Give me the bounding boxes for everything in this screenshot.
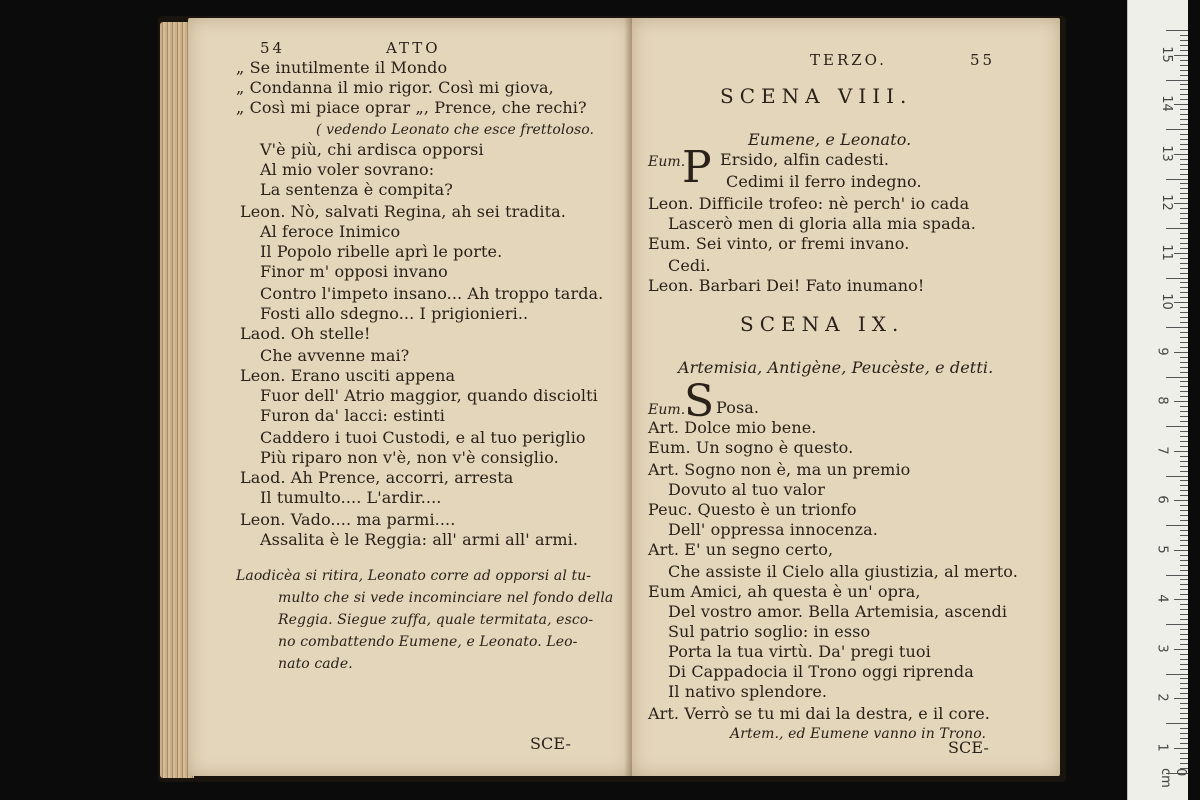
stage-direction: Artem., ed Eumene vanno in Trono. bbox=[730, 726, 987, 742]
measurement-ruler bbox=[1127, 0, 1188, 800]
ruler-tick bbox=[1180, 188, 1188, 189]
ruler-number: 1 bbox=[1154, 743, 1170, 752]
text-line: Furon da' lacci: estinti bbox=[260, 406, 445, 425]
text-line: Leon. Vado.... ma parmi.... bbox=[240, 510, 456, 529]
ruler-tick bbox=[1180, 639, 1188, 640]
stage-direction: multo che si vede incominciare nel fondo della bbox=[278, 590, 614, 606]
ruler-tick bbox=[1180, 183, 1188, 184]
text-line: Art. Dolce mio bene. bbox=[648, 418, 817, 437]
ruler-tick bbox=[1180, 471, 1188, 472]
text-line: Contro l'impeto insano... Ah troppo tarda. bbox=[260, 284, 604, 303]
ruler-tick bbox=[1180, 703, 1188, 704]
ruler-tick bbox=[1166, 278, 1188, 279]
ruler-tick bbox=[1180, 713, 1188, 714]
stage-direction: ( vedendo Leonato che esce frettoloso. bbox=[316, 122, 595, 138]
ruler-tick bbox=[1166, 624, 1188, 625]
text-line: La sentenza è compita? bbox=[260, 180, 453, 199]
ruler-tick bbox=[1174, 104, 1188, 105]
text-line: Eum. Sei vinto, or fremi invano. bbox=[648, 234, 910, 253]
ruler-tick bbox=[1180, 495, 1188, 496]
ruler-tick bbox=[1180, 208, 1188, 209]
text-line: Dovuto al tuo valor bbox=[668, 480, 826, 499]
ruler-tick bbox=[1180, 45, 1188, 46]
ruler-tick bbox=[1166, 723, 1188, 724]
ruler-tick bbox=[1180, 688, 1188, 689]
drop-cap: P bbox=[682, 142, 712, 193]
ruler-number: 8 bbox=[1154, 396, 1170, 405]
ruler-tick bbox=[1166, 80, 1188, 81]
ruler-tick bbox=[1180, 634, 1188, 635]
text-line: Di Cappadocia il Trono oggi riprenda bbox=[668, 662, 974, 681]
text-line: Finor m' opposi invano bbox=[260, 262, 448, 281]
ruler-tick bbox=[1180, 505, 1188, 506]
ruler-tick bbox=[1180, 609, 1188, 610]
text-line: „ Se inutilmente il Mondo bbox=[236, 58, 448, 77]
ruler-tick bbox=[1180, 84, 1188, 85]
ruler-tick bbox=[1180, 629, 1188, 630]
ruler-tick bbox=[1166, 525, 1188, 526]
ruler-tick bbox=[1174, 352, 1188, 353]
stage-direction: Laodicèa si ritira, Leonato corre ad opporsi al tu- bbox=[236, 568, 592, 584]
ruler-tick bbox=[1180, 198, 1188, 199]
ruler-tick bbox=[1180, 728, 1188, 729]
text-line: Cedi. bbox=[668, 256, 711, 275]
text-line: Sul patrio soglio: in esso bbox=[668, 622, 871, 641]
ruler-number: 3 bbox=[1154, 644, 1170, 653]
ruler-number: 7 bbox=[1154, 446, 1170, 455]
ruler-tick bbox=[1180, 337, 1188, 338]
ruler-tick bbox=[1180, 164, 1188, 165]
running-head: ATTO bbox=[386, 39, 441, 57]
ruler-tick bbox=[1180, 263, 1188, 264]
ruler-tick bbox=[1180, 70, 1188, 71]
text-line: Posa. bbox=[716, 398, 760, 417]
text-line: Leon. Nò, salvati Regina, ah sei tradita. bbox=[240, 202, 566, 221]
text-line: Fuor dell' Atrio maggior, quando disciolti bbox=[260, 386, 598, 405]
ruler-tick bbox=[1174, 253, 1188, 254]
ruler-tick bbox=[1180, 238, 1188, 239]
right-page bbox=[632, 18, 1060, 776]
text-line: Art. E' un segno certo, bbox=[648, 540, 834, 559]
ruler-number: 2 bbox=[1154, 693, 1170, 702]
speaker-label: Eum. bbox=[648, 154, 686, 170]
ruler-tick bbox=[1174, 451, 1188, 452]
ruler-tick bbox=[1180, 664, 1188, 665]
text-line: Leon. Barbari Dei! Fato inumano! bbox=[648, 276, 925, 295]
ruler-tick bbox=[1180, 159, 1188, 160]
ruler-tick bbox=[1180, 594, 1188, 595]
text-line: Leon. Erano usciti appena bbox=[240, 366, 456, 385]
ruler-tick bbox=[1180, 406, 1188, 407]
ruler-tick bbox=[1180, 248, 1188, 249]
ruler-tick bbox=[1180, 520, 1188, 521]
text-line: Art. Verrò se tu mi dai la destra, e il core. bbox=[648, 704, 990, 723]
ruler-tick bbox=[1180, 287, 1188, 288]
ruler-tick bbox=[1180, 515, 1188, 516]
ruler-number: 10 bbox=[1158, 293, 1174, 311]
ruler-tick bbox=[1180, 579, 1188, 580]
text-line: „ Così mi piace oprar „, Prence, che rechi? bbox=[236, 98, 587, 117]
ruler-tick bbox=[1180, 693, 1188, 694]
page-number: 54 bbox=[260, 39, 286, 57]
text-line: Fosti allo sdegno... I prigionieri.. bbox=[260, 304, 529, 323]
ruler-tick bbox=[1180, 332, 1188, 333]
ruler-tick bbox=[1166, 30, 1188, 31]
ruler-tick bbox=[1180, 322, 1188, 323]
ruler-tick bbox=[1180, 678, 1188, 679]
ruler-tick bbox=[1180, 372, 1188, 373]
ruler-tick bbox=[1180, 565, 1188, 566]
text-line: Leon. Difficile trofeo: nè perch' io cada bbox=[648, 194, 970, 213]
ruler-tick bbox=[1180, 510, 1188, 511]
ruler-tick bbox=[1180, 213, 1188, 214]
scene-title: SCENA IX. bbox=[740, 312, 905, 336]
left-page bbox=[188, 18, 632, 776]
text-line: Cedimi il ferro indegno. bbox=[726, 172, 922, 191]
ruler-tick bbox=[1180, 282, 1188, 283]
ruler-number: 13 bbox=[1158, 144, 1174, 162]
ruler-tick bbox=[1180, 416, 1188, 417]
text-line: Laod. Ah Prence, accorri, arresta bbox=[240, 468, 514, 487]
text-line: Eum Amici, ah questa è un' opra, bbox=[648, 582, 921, 601]
ruler-tick bbox=[1180, 174, 1188, 175]
ruler-tick bbox=[1180, 396, 1188, 397]
text-line: Più riparo non v'è, non v'è consiglio. bbox=[260, 448, 559, 467]
scene-characters: Eumene, e Leonato. bbox=[748, 130, 912, 149]
ruler-tick bbox=[1180, 733, 1188, 734]
ruler-tick bbox=[1180, 758, 1188, 759]
ruler-tick bbox=[1180, 60, 1188, 61]
ruler-tick bbox=[1180, 342, 1188, 343]
page-number: 55 bbox=[970, 51, 996, 69]
ruler-number: 4 bbox=[1154, 594, 1170, 603]
ruler-tick bbox=[1180, 268, 1188, 269]
ruler-tick bbox=[1180, 139, 1188, 140]
ruler-tick bbox=[1180, 530, 1188, 531]
ruler-tick bbox=[1180, 317, 1188, 318]
text-line: V'è più, chi ardisca opporsi bbox=[260, 140, 484, 159]
ruler-tick bbox=[1166, 179, 1188, 180]
ruler-tick bbox=[1180, 743, 1188, 744]
ruler-tick bbox=[1180, 540, 1188, 541]
ruler-tick bbox=[1180, 555, 1188, 556]
ruler-tick bbox=[1180, 738, 1188, 739]
stage-direction: nato cade. bbox=[278, 656, 353, 672]
ruler-tick bbox=[1180, 65, 1188, 66]
ruler-tick bbox=[1180, 144, 1188, 145]
ruler-tick bbox=[1166, 327, 1188, 328]
ruler-tick bbox=[1180, 357, 1188, 358]
ruler-tick bbox=[1180, 40, 1188, 41]
ruler-tick bbox=[1180, 441, 1188, 442]
text-line: Porta la tua virtù. Da' pregi tuoi bbox=[668, 642, 931, 661]
ruler-tick bbox=[1180, 218, 1188, 219]
ruler-tick bbox=[1180, 109, 1188, 110]
ruler-tick bbox=[1180, 480, 1188, 481]
ruler-number: 9 bbox=[1154, 347, 1170, 356]
stage-direction: Reggia. Siegue zuffa, quale termitata, esco- bbox=[278, 612, 594, 628]
text-line: Ersido, alfin cadesti. bbox=[720, 150, 890, 169]
text-line: Il Popolo ribelle aprì le porte. bbox=[260, 242, 503, 261]
text-line: Caddero i tuoi Custodi, e al tuo periglio bbox=[260, 428, 586, 447]
ruler-tick bbox=[1166, 476, 1188, 477]
text-line: Del vostro amor. Bella Artemisia, ascendi bbox=[668, 602, 1008, 621]
ruler-tick bbox=[1180, 456, 1188, 457]
ruler-tick bbox=[1174, 154, 1188, 155]
text-line: Al feroce Inimico bbox=[260, 222, 401, 241]
running-head: TERZO. bbox=[810, 51, 887, 69]
ruler-tick bbox=[1180, 273, 1188, 274]
ruler-tick bbox=[1174, 401, 1188, 402]
ruler-tick bbox=[1180, 169, 1188, 170]
ruler-tick bbox=[1180, 391, 1188, 392]
ruler-tick bbox=[1180, 683, 1188, 684]
text-line: Il tumulto.... L'ardir.... bbox=[260, 488, 442, 507]
ruler-tick bbox=[1180, 193, 1188, 194]
ruler-tick bbox=[1174, 55, 1188, 56]
ruler-tick bbox=[1180, 149, 1188, 150]
ruler-tick bbox=[1180, 124, 1188, 125]
ruler-number: 14 bbox=[1158, 95, 1174, 113]
ruler-tick bbox=[1180, 461, 1188, 462]
ruler-tick bbox=[1166, 228, 1188, 229]
ruler-tick bbox=[1180, 619, 1188, 620]
ruler-tick bbox=[1180, 89, 1188, 90]
text-line: Assalita è le Reggia: all' armi all' armi. bbox=[260, 530, 579, 549]
text-line: Il nativo splendore. bbox=[668, 682, 828, 701]
ruler-tick bbox=[1180, 134, 1188, 135]
ruler-tick bbox=[1180, 485, 1188, 486]
ruler-tick bbox=[1180, 614, 1188, 615]
ruler-tick bbox=[1180, 119, 1188, 120]
ruler-tick bbox=[1174, 649, 1188, 650]
ruler-tick bbox=[1180, 584, 1188, 585]
ruler-tick bbox=[1180, 94, 1188, 95]
ruler-tick bbox=[1180, 644, 1188, 645]
ruler-tick bbox=[1180, 50, 1188, 51]
text-line: Peuc. Questo è un trionfo bbox=[648, 500, 857, 519]
ruler-tick bbox=[1180, 223, 1188, 224]
catchword: SCE- bbox=[948, 738, 989, 757]
ruler-tick bbox=[1180, 753, 1188, 754]
ruler-tick bbox=[1180, 654, 1188, 655]
ruler-number: 5 bbox=[1154, 545, 1170, 554]
ruler-tick bbox=[1180, 292, 1188, 293]
ruler-tick bbox=[1180, 659, 1188, 660]
ruler-tick bbox=[1180, 535, 1188, 536]
ruler-tick bbox=[1166, 674, 1188, 675]
ruler-tick bbox=[1180, 411, 1188, 412]
ruler-tick bbox=[1174, 748, 1188, 749]
ruler-tick bbox=[1180, 233, 1188, 234]
text-line: Al mio voler sovrano: bbox=[260, 160, 435, 179]
text-line: Eum. Un sogno è questo. bbox=[648, 438, 854, 457]
ruler-tick bbox=[1180, 421, 1188, 422]
ruler-number: 6 bbox=[1154, 495, 1170, 504]
ruler-tick bbox=[1180, 381, 1188, 382]
ruler-tick bbox=[1174, 302, 1188, 303]
ruler-number: 15 bbox=[1158, 45, 1174, 63]
ruler-tick bbox=[1180, 490, 1188, 491]
ruler-tick bbox=[1180, 75, 1188, 76]
text-line: Art. Sogno non è, ma un premio bbox=[648, 460, 911, 479]
ruler-tick bbox=[1180, 297, 1188, 298]
text-line: Che assiste il Cielo alla giustizia, al merto. bbox=[668, 562, 1018, 581]
ruler-tick bbox=[1180, 589, 1188, 590]
ruler-tick bbox=[1180, 367, 1188, 368]
ruler-tick bbox=[1180, 386, 1188, 387]
ruler-tick bbox=[1180, 258, 1188, 259]
ruler-tick bbox=[1180, 35, 1188, 36]
ruler-tick bbox=[1180, 307, 1188, 308]
ruler-tick bbox=[1180, 446, 1188, 447]
stage-direction: no combattendo Eumene, e Leonato. Leo- bbox=[278, 634, 578, 650]
ruler-tick bbox=[1166, 575, 1188, 576]
ruler-tick bbox=[1166, 129, 1188, 130]
ruler-tick bbox=[1180, 362, 1188, 363]
ruler-tick bbox=[1180, 545, 1188, 546]
ruler-tick bbox=[1180, 99, 1188, 100]
ruler-tick bbox=[1180, 243, 1188, 244]
drop-cap: S bbox=[684, 376, 715, 427]
ruler-tick bbox=[1180, 570, 1188, 571]
ruler-tick bbox=[1166, 377, 1188, 378]
ruler-tick bbox=[1174, 599, 1188, 600]
ruler-tick bbox=[1180, 347, 1188, 348]
text-line: Che avvenne mai? bbox=[260, 346, 410, 365]
ruler-tick bbox=[1180, 708, 1188, 709]
ruler-tick bbox=[1174, 550, 1188, 551]
ruler-tick bbox=[1174, 698, 1188, 699]
speaker-label: Eum. bbox=[648, 402, 686, 418]
text-line: Lascerò men di gloria alla mia spada. bbox=[668, 214, 976, 233]
ruler-tick bbox=[1166, 426, 1188, 427]
ruler-tick bbox=[1174, 500, 1188, 501]
ruler-tick bbox=[1180, 466, 1188, 467]
ruler-tick bbox=[1180, 718, 1188, 719]
ruler-tick bbox=[1174, 203, 1188, 204]
text-line: Dell' oppressa innocenza. bbox=[668, 520, 878, 539]
text-line: Laod. Oh stelle! bbox=[240, 324, 371, 343]
ruler-unit-label: 0 cm bbox=[1158, 768, 1188, 788]
ruler-tick bbox=[1180, 114, 1188, 115]
ruler-tick bbox=[1180, 312, 1188, 313]
scene-title: SCENA VIII. bbox=[720, 84, 913, 108]
ruler-tick bbox=[1180, 560, 1188, 561]
ruler-tick bbox=[1180, 436, 1188, 437]
ruler-tick bbox=[1180, 604, 1188, 605]
ruler-tick bbox=[1180, 431, 1188, 432]
ruler-tick bbox=[1180, 669, 1188, 670]
ruler-number: 12 bbox=[1158, 194, 1174, 212]
ruler-tick bbox=[1180, 763, 1188, 764]
catchword: SCE- bbox=[530, 734, 571, 753]
text-line: „ Condanna il mio rigor. Così mi giova, bbox=[236, 78, 554, 97]
ruler-number: 11 bbox=[1158, 243, 1174, 261]
scene-characters: Artemisia, Antigène, Peucèste, e detti. bbox=[678, 358, 994, 377]
